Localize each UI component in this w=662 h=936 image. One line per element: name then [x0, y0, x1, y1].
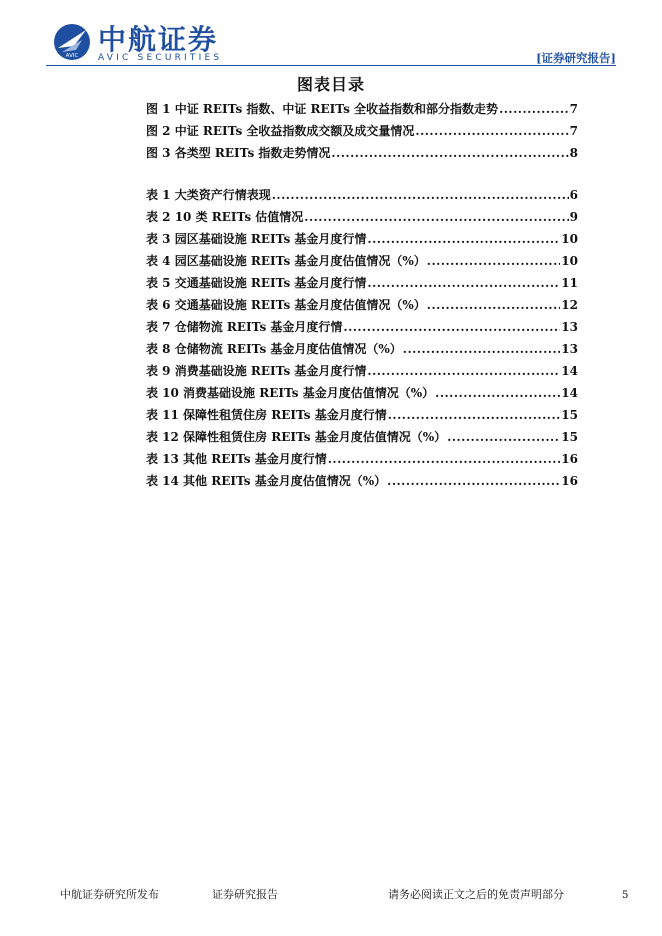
- toc-table-entry[interactable]: [146, 252, 578, 274]
- brand-name-en: AVIC SECURITIES: [98, 53, 223, 63]
- toc-entry-label: 图 3 各类型 REITs 指数走势情况: [146, 146, 331, 160]
- toc-entry-label: 表 14 其他 REITs 基金月度估值情况（%）: [146, 474, 387, 488]
- page-header: [0, 0, 662, 70]
- toc-entry-page: 14: [561, 386, 578, 400]
- toc-table-entry[interactable]: [146, 362, 578, 384]
- header-divider: [46, 65, 616, 66]
- toc-entry-label: 表 10 消费基础设施 REITs 基金月度估值情况（%）: [146, 386, 435, 400]
- toc-figure-entry[interactable]: [146, 100, 578, 122]
- toc-table-entry[interactable]: [146, 450, 578, 472]
- toc-entry-page: 10: [561, 254, 578, 268]
- toc-leader-dots: [367, 276, 560, 290]
- toc-entry-page: 7: [569, 124, 578, 138]
- toc-entry-page: 9: [569, 210, 578, 224]
- toc-table-entry[interactable]: [146, 384, 578, 406]
- toc-entry-page: 11: [561, 276, 578, 290]
- toc-leader-dots: [272, 188, 569, 202]
- toc-leader-dots: [447, 430, 560, 444]
- toc-title: 图表目录: [296, 75, 365, 94]
- toc-entry-label: 表 4 园区基础设施 REITs 基金月度估值情况（%）: [146, 254, 426, 268]
- toc-leader-dots: [427, 298, 561, 312]
- toc-leader-dots: [304, 210, 568, 224]
- toc-table-entry[interactable]: [146, 186, 578, 208]
- toc-entry-label: 表 5 交通基础设施 REITs 基金月度行情: [146, 276, 367, 290]
- toc-table-entry[interactable]: [146, 428, 578, 450]
- toc-entry-label: 表 13 其他 REITs 基金月度行情: [146, 452, 327, 466]
- toc-table-entry[interactable]: [146, 230, 578, 252]
- report-type-tag: [证券研究报告]: [536, 51, 616, 65]
- toc-table-entry[interactable]: [146, 406, 578, 428]
- toc-entry-label: 表 1 大类资产行情表现: [146, 188, 271, 202]
- toc-leader-dots: [435, 386, 560, 400]
- toc-entry-label: 表 9 消费基础设施 REITs 基金月度行情: [146, 364, 367, 378]
- toc-table-entry[interactable]: [146, 472, 578, 494]
- brand-name-cn: 中航证券: [98, 23, 219, 56]
- figure-list: [146, 100, 578, 166]
- toc-leader-dots: [367, 364, 560, 378]
- toc-leader-dots: [328, 452, 561, 466]
- toc-table-entry[interactable]: [146, 208, 578, 230]
- toc-leader-dots: [331, 146, 568, 160]
- toc-entry-label: 表 11 保障性租赁住房 REITs 基金月度行情: [146, 408, 387, 422]
- toc-leader-dots: [427, 254, 561, 268]
- toc-leader-dots: [388, 408, 561, 422]
- toc-entry-page: 7: [569, 102, 578, 116]
- toc-entry-label: 表 6 交通基础设施 REITs 基金月度估值情况（%）: [146, 298, 426, 312]
- toc-entry-page: 6: [569, 188, 578, 202]
- toc-entry-page: 15: [561, 430, 578, 444]
- toc-leader-dots: [343, 320, 560, 334]
- toc-entry-label: 表 2 10 类 REITs 估值情况: [146, 210, 304, 224]
- footer-disclaimer: 请务必阅读正文之后的免责声明部分: [388, 888, 564, 901]
- avic-logo-icon: [52, 22, 92, 62]
- toc-entry-page: 8: [569, 146, 578, 160]
- toc-entry-label: 表 8 仓储物流 REITs 基金月度估值情况（%）: [146, 342, 402, 356]
- toc-table-entry[interactable]: [146, 318, 578, 340]
- footer-publisher: 中航证券研究所发布: [60, 888, 159, 901]
- toc-entry-page: 12: [561, 298, 578, 312]
- toc-entry-page: 16: [561, 474, 578, 488]
- toc-leader-dots: [387, 474, 560, 488]
- table-list: [146, 186, 578, 494]
- table-of-contents: [146, 100, 578, 494]
- toc-entry-label: 表 12 保障性租赁住房 REITs 基金月度估值情况（%）: [146, 430, 447, 444]
- toc-entry-label: 表 7 仓储物流 REITs 基金月度行情: [146, 320, 343, 334]
- toc-leader-dots: [415, 124, 568, 138]
- toc-entry-page: 13: [561, 320, 578, 334]
- page-footer: [0, 886, 662, 916]
- page-number: 5: [622, 890, 629, 901]
- toc-entry-page: 14: [561, 364, 578, 378]
- toc-leader-dots: [403, 342, 561, 356]
- toc-leader-dots: [367, 232, 560, 246]
- toc-entry-page: 13: [561, 342, 578, 356]
- toc-entry-label: 表 3 园区基础设施 REITs 基金月度行情: [146, 232, 367, 246]
- toc-figure-entry[interactable]: [146, 122, 578, 144]
- toc-entry-label: 图 2 中证 REITs 全收益指数成交额及成交量情况: [146, 124, 415, 138]
- toc-table-entry[interactable]: [146, 274, 578, 296]
- toc-table-entry[interactable]: [146, 296, 578, 318]
- toc-entry-page: 16: [561, 452, 578, 466]
- toc-entry-label: 图 1 中证 REITs 指数、中证 REITs 全收益指数和部分指数走势: [146, 102, 499, 116]
- toc-table-entry[interactable]: [146, 340, 578, 362]
- toc-entry-page: 10: [561, 232, 578, 246]
- logo-badge-text: AVIC: [65, 53, 79, 59]
- toc-figure-entry[interactable]: [146, 144, 578, 166]
- footer-doc-type: 证券研究报告: [212, 888, 278, 901]
- toc-entry-page: 15: [561, 408, 578, 422]
- toc-leader-dots: [499, 102, 569, 116]
- toc-section-gap: [146, 166, 578, 186]
